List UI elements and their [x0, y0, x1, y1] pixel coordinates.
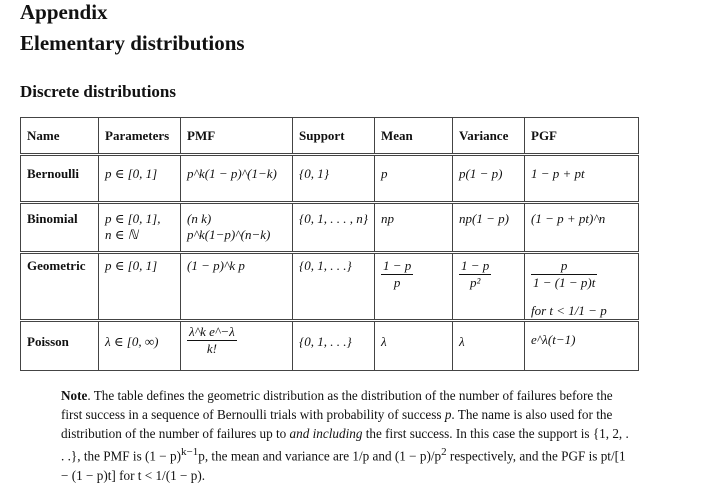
row-params: p ∈ [0, 1] [99, 155, 181, 203]
row-name: Bernoulli [21, 155, 99, 203]
pgf-numerator: p [531, 258, 597, 275]
pmf-fraction [187, 324, 237, 357]
header-mean: Mean [375, 118, 453, 155]
table-row [21, 155, 639, 203]
note-text-3: the first success. In this case the support is {1, 2, . . .}, the PMF is (1 − p) [61, 425, 629, 464]
pgf-condition: for t < 1/1 − p [531, 303, 607, 318]
variance-fraction [459, 258, 491, 291]
header-pgf: PGF [525, 118, 639, 155]
table-row [21, 321, 639, 371]
header-support: Support [293, 118, 375, 155]
row-pmf [181, 321, 293, 371]
row-pmf: (n k) p^k(1−p)^(n−k) [181, 203, 293, 253]
note-text-1: . The table defines the geometric distribution as the distribution of the number of failures before the first success in a sequence of Bernoulli trials with probability of success [61, 388, 613, 422]
row-mean: np [375, 203, 453, 253]
distributions-table [20, 117, 639, 371]
note-text-2: . The name is also used for the distribution of the number of failures up to [61, 406, 613, 441]
row-params: p ∈ [0, 1] [99, 253, 181, 321]
row-pgf: e^λ(t−1) [525, 321, 639, 371]
header-parameters: Parameters [99, 118, 181, 155]
table-row [21, 203, 639, 253]
note-sup-1: k−1 [181, 446, 199, 459]
row-params-line2: n ∈ ℕ [105, 227, 139, 242]
row-pmf: (1 − p)^k p [181, 253, 293, 321]
row-pgf: 1 − p + pt [525, 155, 639, 203]
pmf-denominator: k! [206, 341, 217, 356]
row-mean: λ [375, 321, 453, 371]
pgf-fraction [531, 258, 597, 291]
note-text-5: respectively, and the PGF is pt/[1 − (1 − p)t] for t < 1/(1 − p). [61, 448, 626, 483]
note-p: p [444, 406, 452, 422]
pmf-numerator: λ^k e^−λ [189, 324, 235, 339]
row-support: {0, 1} [293, 155, 375, 203]
row-variance: p(1 − p) [453, 155, 525, 203]
row-params: λ ∈ [0, ∞) [99, 321, 181, 371]
header-variance: Variance [453, 118, 525, 155]
header-name: Name [21, 118, 99, 155]
mean-fraction [381, 258, 413, 291]
row-mean [375, 253, 453, 321]
pgf-denominator: 1 − (1 − p)t [533, 275, 596, 290]
row-variance: np(1 − p) [453, 203, 525, 253]
row-mean: p [375, 155, 453, 203]
table-row [21, 253, 639, 321]
note-emphasis: and including [289, 425, 363, 441]
row-params [99, 203, 181, 253]
row-support: {0, 1, . . .} [293, 321, 375, 371]
mean-numerator: 1 − p [383, 258, 412, 273]
row-pgf: (1 − p + pt)^n [525, 203, 639, 253]
row-name: Geometric [21, 253, 99, 321]
row-variance [453, 253, 525, 321]
mean-denominator: p [393, 275, 401, 290]
table-header-row [21, 118, 639, 155]
row-pgf [525, 253, 639, 321]
subsection-title: Discrete distributions [20, 82, 176, 101]
variance-numerator: 1 − p [461, 258, 490, 273]
variance-denominator: p² [469, 275, 481, 290]
page-title: Appendix [20, 0, 108, 24]
header-pmf: PMF [181, 118, 293, 155]
row-name: Poisson [21, 321, 99, 371]
section-title: Elementary distributions [20, 31, 245, 55]
row-name: Binomial [21, 203, 99, 253]
note-text-4: p, the mean and variance are 1/p and (1 − p)/p [198, 448, 442, 464]
row-params-line1: p ∈ [0, 1], [105, 211, 161, 226]
row-support: {0, 1, . . . , n} [293, 203, 375, 253]
note-sup-2: 2 [441, 446, 447, 459]
row-support: {0, 1, . . .} [293, 253, 375, 321]
row-variance: λ [453, 321, 525, 371]
note-paragraph [61, 387, 631, 485]
row-pmf: p^k(1 − p)^(1−k) [181, 155, 293, 203]
note-label: Note [61, 388, 88, 403]
